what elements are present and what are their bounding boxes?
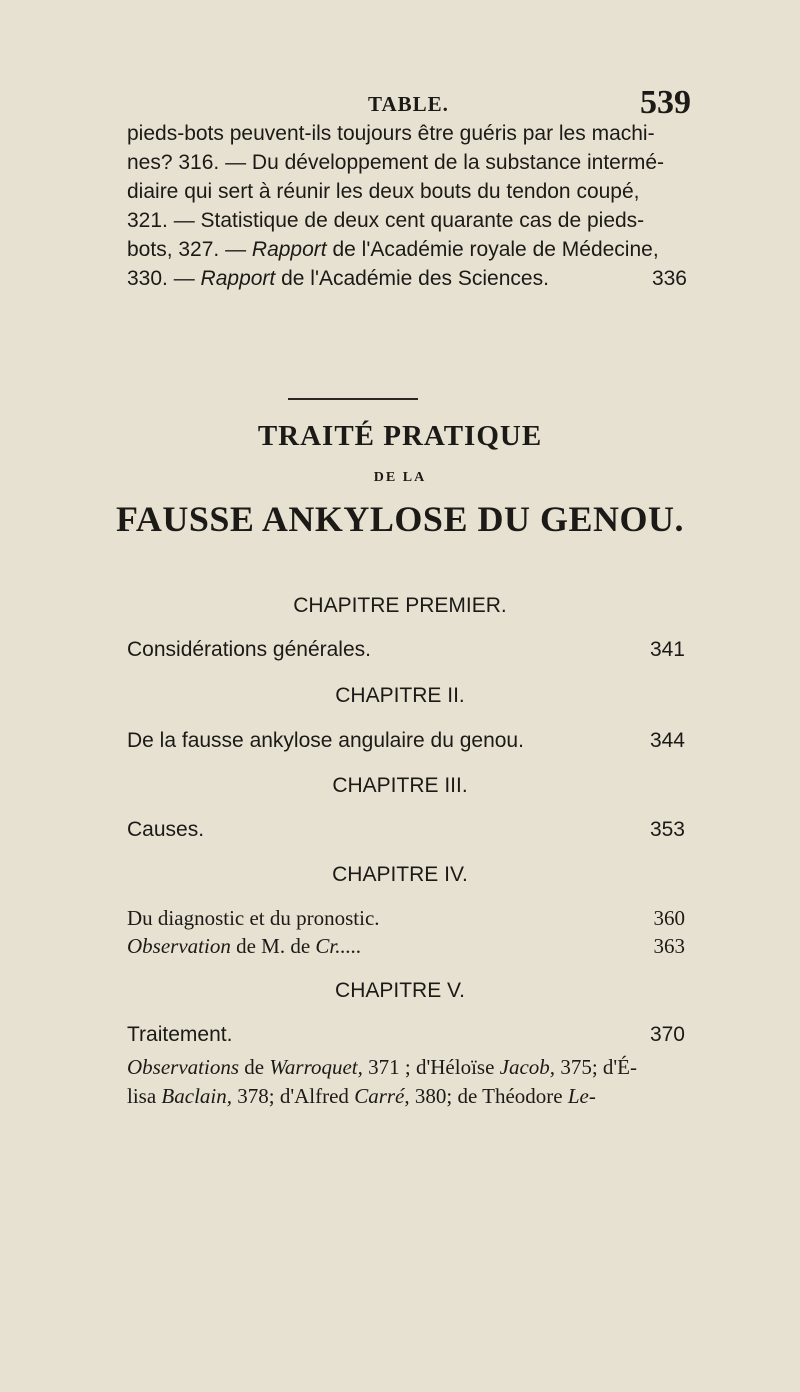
intro-line: 321. — Statistique de deux cent quarante cas de pieds-	[127, 209, 645, 232]
intro-line: nes? 316. — Du développement de la substance intermé-	[127, 151, 664, 174]
page-number: 539	[640, 84, 691, 121]
entry-text: De la fausse ankylose angulaire du genou.	[127, 729, 524, 752]
entry-text: Causes.	[127, 818, 205, 841]
entry-page: 353	[649, 818, 685, 841]
intro-line: bots, 327. — Rapport de l'Académie royale de Médecine,	[127, 238, 659, 261]
toc-entry	[127, 1023, 685, 1047]
intro-line: diaire qui sert à réunir les deux bouts du tendon coupé,	[127, 180, 640, 203]
treatise-title-connector: DE LA	[373, 470, 427, 485]
entry-page: 360	[653, 906, 685, 930]
intro-paragraph	[127, 119, 687, 293]
entry-page: 341	[649, 638, 685, 661]
entry-page: 363	[653, 934, 685, 958]
final-paragraph: Observations de Warroquet, 371 ; d'Héloïse Jacob, 375; d'É- lisa Baclain, 378; d'Alfred Carré, 380; de Théodore Le-	[127, 1055, 638, 1108]
entry-text: Considérations générales.	[127, 638, 371, 661]
toc-entry	[127, 638, 685, 662]
toc-entry	[127, 729, 685, 753]
entry-page: 344	[649, 729, 685, 752]
chapter-heading: CHAPITRE III.	[332, 774, 468, 797]
entry-text: Traitement.	[127, 1023, 233, 1046]
italic-term: Rapport	[200, 267, 276, 290]
chapter-heading: CHAPITRE II.	[335, 684, 465, 707]
section-divider	[288, 398, 418, 400]
toc-entry	[127, 934, 685, 959]
chapter-heading: CHAPITRE IV.	[332, 863, 468, 886]
entry-text: Du diagnostic et du pronostic.	[127, 906, 380, 930]
running-header-title: TABLE.	[368, 92, 449, 116]
italic-term: Rapport	[251, 238, 327, 261]
intro-line: 330. — Rapport de l'Académie des Sciences. 336	[127, 264, 687, 293]
toc-entry	[127, 818, 685, 842]
treatise-subject: FAUSSE ANKYLOSE DU GENOU.	[116, 499, 684, 539]
entry-page: 336	[651, 267, 687, 290]
toc-entry	[127, 906, 685, 931]
intro-line: pieds-bots peuvent-ils toujours être guéris par les machi-	[127, 122, 655, 145]
chapter-heading: CHAPITRE V.	[335, 979, 465, 1002]
entry-text: Observation de M. de Cr.....	[127, 934, 362, 958]
treatise-title: TRAITÉ PRATIQUE	[257, 420, 543, 452]
entry-page: 370	[649, 1023, 685, 1046]
chapter-heading: CHAPITRE PREMIER.	[293, 594, 507, 617]
